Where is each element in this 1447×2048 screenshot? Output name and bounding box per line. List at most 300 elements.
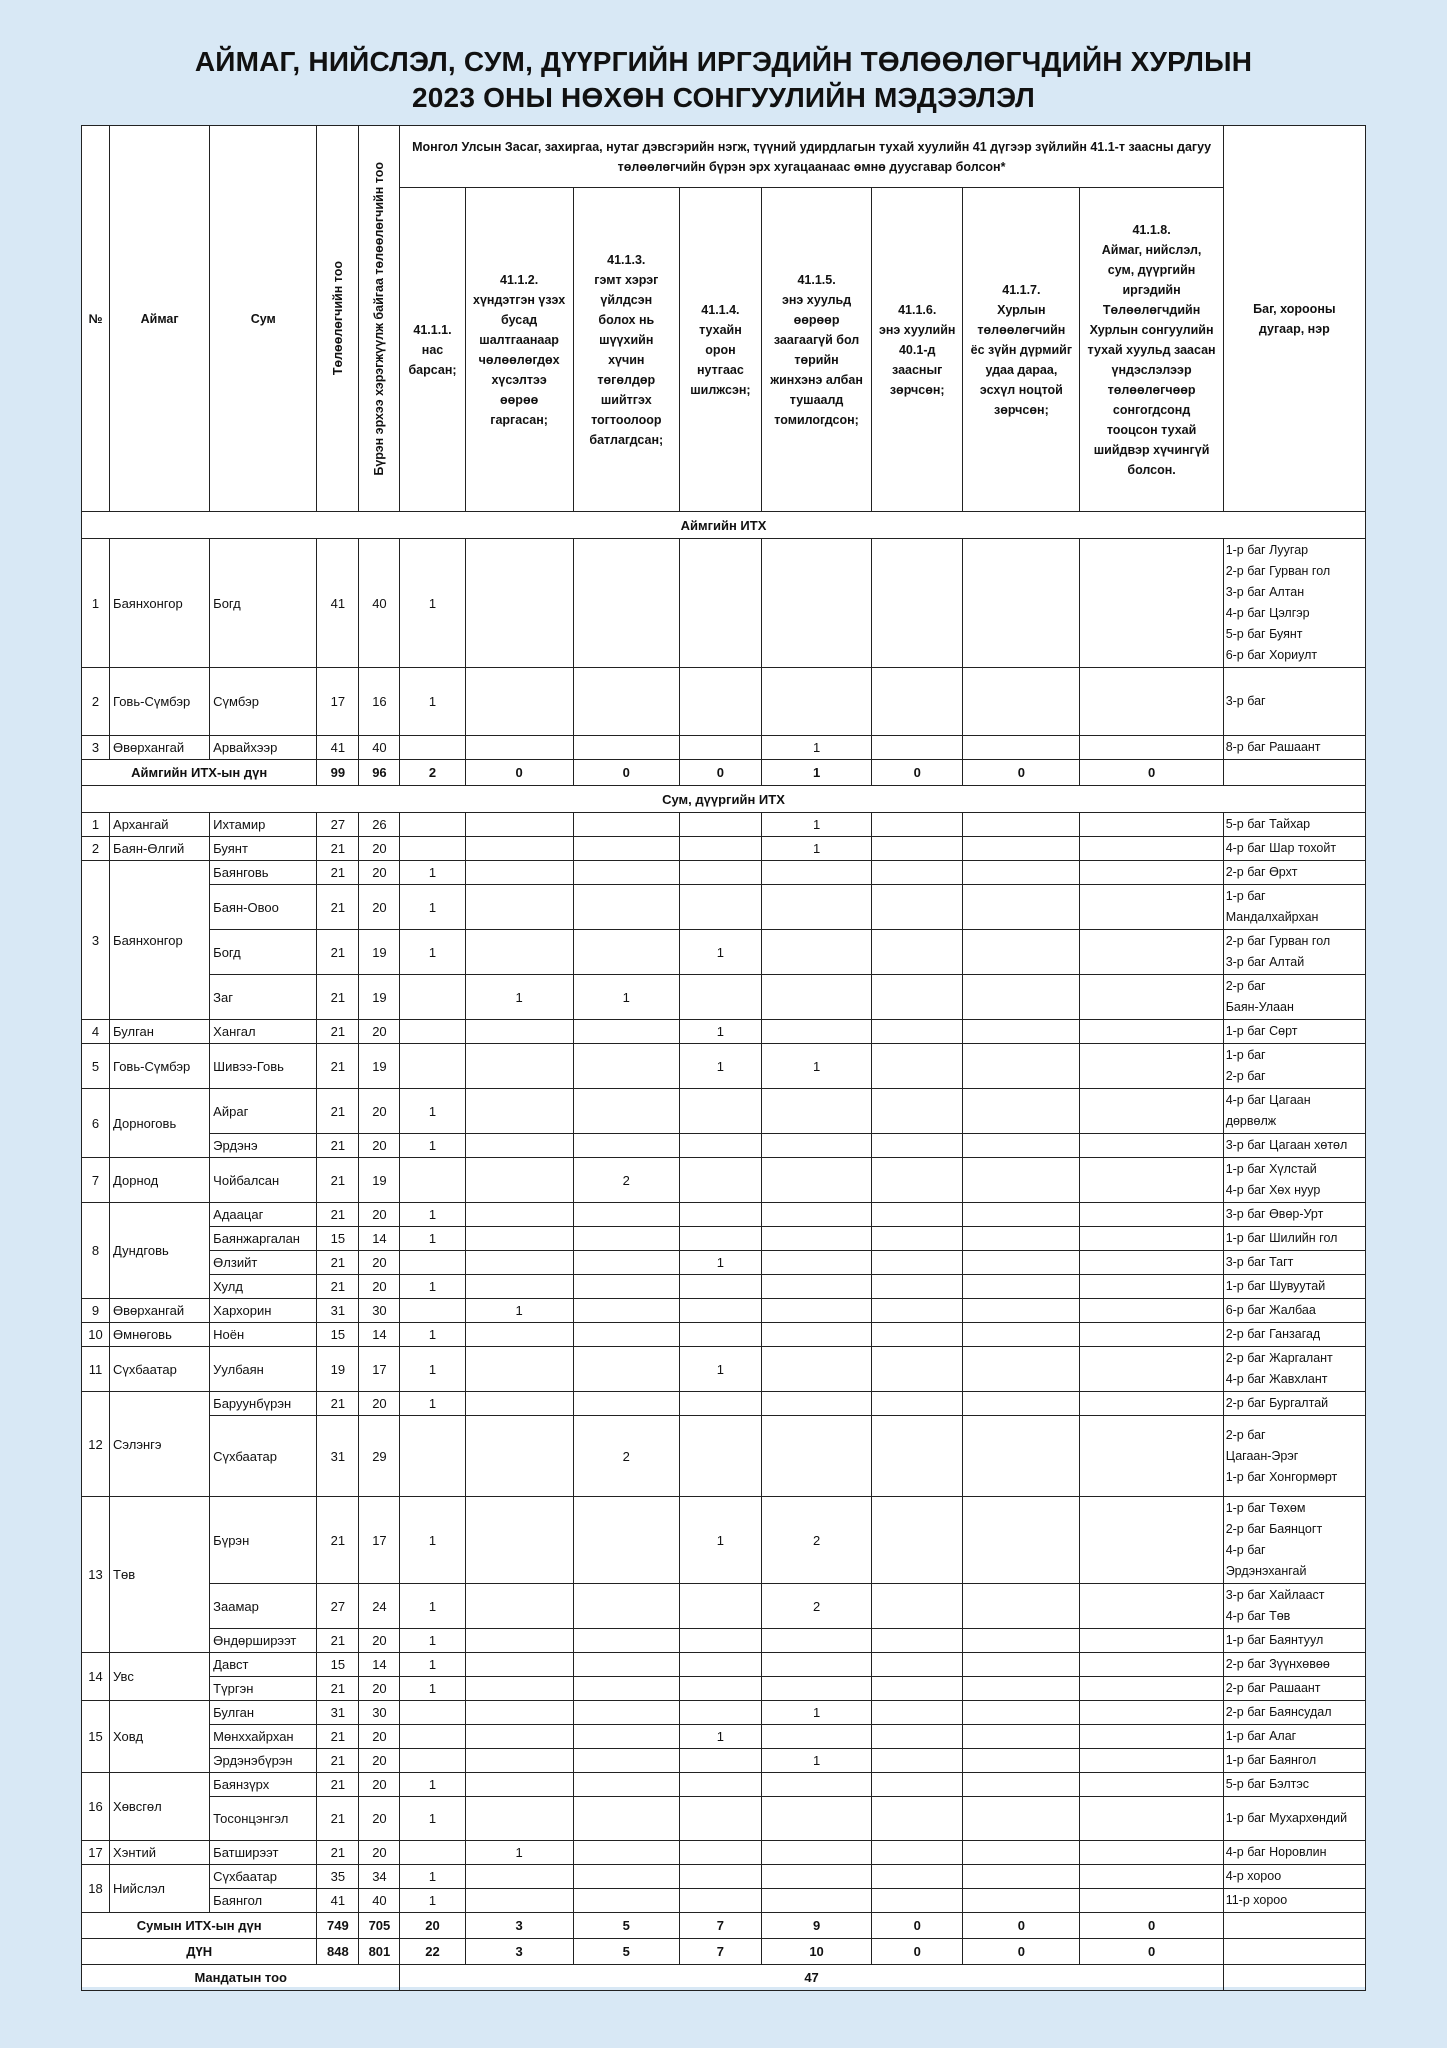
reason-cell-4: 1 — [679, 1020, 761, 1044]
full-delegates-cell: 20 — [359, 1677, 400, 1701]
reason-cell-7 — [963, 1865, 1080, 1889]
reason-cell-8 — [1080, 1497, 1223, 1584]
bag-line: 2-р баг Өрхт — [1225, 865, 1298, 879]
sum-cell: Эрдэнэбүрэн — [210, 1749, 317, 1773]
reason-cell-7 — [963, 1773, 1080, 1797]
bag-line: 2-р баг Гурван гол — [1225, 934, 1331, 948]
bag-line: 3-р баг Тагт — [1225, 1255, 1294, 1269]
reason-cell-1: 1 — [400, 1653, 465, 1677]
reason-cell-3: 5 — [573, 1913, 679, 1939]
full-delegates-cell: 20 — [359, 1203, 400, 1227]
reason-cell-5 — [761, 1797, 871, 1841]
full-delegates-cell: 34 — [359, 1865, 400, 1889]
row-no: 2 — [82, 668, 110, 736]
bag-cell — [1223, 813, 1365, 837]
bag-cell — [1223, 1020, 1365, 1044]
section-row — [82, 512, 1366, 539]
full-delegates-cell: 20 — [359, 1089, 400, 1134]
bag-line: 3-р баг Цагаан хөтөл — [1225, 1138, 1348, 1152]
full-delegates-cell: 705 — [359, 1913, 400, 1939]
delegates-cell: 21 — [317, 1392, 359, 1416]
reason-cell-4 — [679, 1677, 761, 1701]
header-reason-line: төлөөлөгчөөр — [1107, 382, 1196, 397]
table-row — [82, 1323, 1366, 1347]
bag-line: 1-р баг Сөрт — [1225, 1024, 1298, 1038]
row-no: 17 — [82, 1841, 110, 1865]
header-reason-line: жинхэнэ албан — [770, 372, 863, 387]
reason-cell-7 — [963, 1347, 1080, 1392]
delegates-cell: 21 — [317, 1773, 359, 1797]
reason-cell-6 — [872, 1347, 963, 1392]
reason-cell-2 — [465, 885, 573, 930]
reason-cell-3 — [573, 861, 679, 885]
reason-cell-8 — [1080, 1089, 1223, 1134]
bag-cell — [1223, 1416, 1365, 1497]
reason-cell-4 — [679, 885, 761, 930]
header-reason-line: 41.1.8. — [1132, 222, 1171, 237]
bag-cell — [1223, 1497, 1365, 1584]
section-row — [82, 786, 1366, 813]
table-row — [82, 813, 1366, 837]
header-reason-line: сонгогдсонд — [1112, 402, 1191, 417]
bag-line: 1-р баг Хонгормөрт — [1225, 1469, 1338, 1484]
bag-line: Баян-Улаан — [1225, 1000, 1294, 1014]
reason-cell-5 — [761, 1134, 871, 1158]
header-reason-line: хүсэлтээ — [491, 372, 547, 387]
bag-line: 1-р баг Төхөм — [1225, 1501, 1306, 1515]
reason-cell-6 — [872, 1299, 963, 1323]
title-line-2: 2023 ОНЫ НӨХӨН СОНГУУЛИЙН МЭДЭЭЛЭЛ — [412, 82, 1035, 113]
full-delegates-cell: 40 — [359, 1889, 400, 1913]
full-delegates-cell: 20 — [359, 837, 400, 861]
reason-cell-7 — [963, 885, 1080, 930]
bag-line: 1-р баг Мухархөндий — [1225, 1811, 1348, 1825]
header-reason-line: нутгаас — [697, 362, 744, 377]
header-reason-line: барсан; — [408, 362, 457, 377]
bag-cell — [1223, 1347, 1365, 1392]
reason-cell-3 — [573, 1797, 679, 1841]
reason-cell-3 — [573, 1584, 679, 1629]
total-label: Сумын ИТХ-ын дүн — [82, 1913, 317, 1939]
reason-cell-6 — [872, 837, 963, 861]
sum-cell: Сүхбаатар — [210, 1865, 317, 1889]
row-no: 16 — [82, 1773, 110, 1841]
reason-cell-5 — [761, 975, 871, 1020]
reason-cell-8: 0 — [1080, 760, 1223, 786]
table-row — [82, 1773, 1366, 1797]
header-reason-line: өөрөөр — [793, 312, 840, 327]
sum-cell: Булган — [210, 1701, 317, 1725]
reason-cell-5 — [761, 1725, 871, 1749]
bag-line: 6-р баг Хориулт — [1225, 648, 1318, 662]
reason-cell-7 — [963, 539, 1080, 668]
bag-cell — [1223, 1701, 1365, 1725]
reason-cell-8 — [1080, 1392, 1223, 1416]
reason-cell-7 — [963, 1089, 1080, 1134]
reason-cell-4: 1 — [679, 1251, 761, 1275]
row-no: 18 — [82, 1865, 110, 1913]
reason-cell-5 — [761, 1275, 871, 1299]
full-delegates-cell: 20 — [359, 1251, 400, 1275]
aimag-cell: Дорноговь — [110, 1089, 210, 1158]
reason-cell-1: 1 — [400, 1497, 465, 1584]
reason-cell-2 — [465, 1725, 573, 1749]
reason-cell-5 — [761, 668, 871, 736]
reason-cell-7 — [963, 736, 1080, 760]
sum-cell: Хангал — [210, 1020, 317, 1044]
reason-cell-4: 1 — [679, 1725, 761, 1749]
reason-cell-2 — [465, 1629, 573, 1653]
sum-cell: Мөнххайрхан — [210, 1725, 317, 1749]
full-delegates-cell: 29 — [359, 1416, 400, 1497]
bag-cell — [1223, 1841, 1365, 1865]
reason-cell-4 — [679, 1865, 761, 1889]
row-no: 9 — [82, 1299, 110, 1323]
table-row — [82, 1865, 1366, 1889]
reason-cell-6 — [872, 1653, 963, 1677]
header-reason-line: шийдвэр хүчингүй — [1093, 442, 1210, 457]
reason-cell-4 — [679, 1203, 761, 1227]
table-row — [82, 1299, 1366, 1323]
bag-line: 1-р баг Алаг — [1225, 1729, 1297, 1743]
delegates-cell: 99 — [317, 760, 359, 786]
header-reason-3 — [573, 188, 679, 512]
reason-cell-5 — [761, 1677, 871, 1701]
sum-cell: Буянт — [210, 837, 317, 861]
table-row — [82, 837, 1366, 861]
full-delegates-cell: 19 — [359, 1158, 400, 1203]
sum-cell: Давст — [210, 1653, 317, 1677]
reason-cell-2 — [465, 813, 573, 837]
reason-cell-3 — [573, 1299, 679, 1323]
reason-cell-6 — [872, 1134, 963, 1158]
reason-cell-5 — [761, 1629, 871, 1653]
reason-cell-6 — [872, 1629, 963, 1653]
bag-line: 1-р баг Шувуутай — [1225, 1279, 1326, 1293]
reason-cell-4: 1 — [679, 1044, 761, 1089]
bag-line: 3-р баг Алтан — [1225, 585, 1305, 599]
row-no: 7 — [82, 1158, 110, 1203]
header-reason-line: орон — [705, 342, 736, 357]
delegates-cell: 21 — [317, 1203, 359, 1227]
reason-cell-2 — [465, 539, 573, 668]
sum-cell: Сүхбаатар — [210, 1416, 317, 1497]
reason-cell-3 — [573, 1134, 679, 1158]
bag-cell — [1223, 539, 1365, 668]
reason-cell-2 — [465, 736, 573, 760]
table-row — [82, 1797, 1366, 1841]
bag-line: 4-р баг Норовлин — [1225, 1845, 1327, 1859]
bag-cell — [1223, 1089, 1365, 1134]
header-reason-line: үйлдсэн — [600, 292, 653, 307]
reason-cell-3: 2 — [573, 1158, 679, 1203]
full-delegates-cell: 26 — [359, 813, 400, 837]
sum-cell: Заамар — [210, 1584, 317, 1629]
reason-cell-4 — [679, 1797, 761, 1841]
table-row — [82, 1275, 1366, 1299]
reason-cell-6 — [872, 668, 963, 736]
reason-cell-1: 1 — [400, 1227, 465, 1251]
reason-cell-1: 1 — [400, 885, 465, 930]
reason-cell-7 — [963, 1020, 1080, 1044]
reason-cell-3 — [573, 1497, 679, 1584]
reason-cell-2 — [465, 1584, 573, 1629]
reason-cell-8 — [1080, 861, 1223, 885]
reason-cell-5: 1 — [761, 736, 871, 760]
reason-cell-6 — [872, 1158, 963, 1203]
reason-cell-2: 1 — [465, 1841, 573, 1865]
reason-cell-3: 5 — [573, 1939, 679, 1965]
reason-cell-6 — [872, 1865, 963, 1889]
sum-cell: Уулбаян — [210, 1347, 317, 1392]
header-reason-line: өөрөө — [500, 392, 539, 407]
table-row — [82, 1251, 1366, 1275]
reason-cell-3 — [573, 1251, 679, 1275]
header-reason-line: тушаалд — [789, 392, 844, 407]
delegates-cell: 15 — [317, 1227, 359, 1251]
full-delegates-cell: 20 — [359, 1749, 400, 1773]
header-reason-line: 41.1.4. — [701, 302, 740, 317]
bag-line: 2-р баг — [1225, 1427, 1266, 1442]
delegates-cell: 21 — [317, 1677, 359, 1701]
reason-cell-1: 1 — [400, 1889, 465, 1913]
reason-cell-7 — [963, 1653, 1080, 1677]
delegates-cell: 21 — [317, 1251, 359, 1275]
reason-cell-6 — [872, 1392, 963, 1416]
header-reason-line: ёс зүйн дүрмийг — [970, 342, 1073, 357]
sum-cell: Баянгол — [210, 1889, 317, 1913]
bag-cell — [1223, 760, 1365, 786]
reason-cell-4 — [679, 1889, 761, 1913]
reason-cell-7 — [963, 1251, 1080, 1275]
reason-cell-8 — [1080, 1653, 1223, 1677]
reason-cell-7 — [963, 1497, 1080, 1584]
header-reason-2 — [465, 188, 573, 512]
row-no: 10 — [82, 1323, 110, 1347]
reason-cell-1 — [400, 1841, 465, 1865]
delegates-cell: 19 — [317, 1347, 359, 1392]
table-row — [82, 1392, 1366, 1416]
row-no: 3 — [82, 736, 110, 760]
reason-cell-8 — [1080, 1749, 1223, 1773]
aimag-cell: Баян-Өлгий — [110, 837, 210, 861]
reason-cell-8: 0 — [1080, 1939, 1223, 1965]
reason-cell-1: 2 — [400, 760, 465, 786]
full-delegates-cell: 801 — [359, 1939, 400, 1965]
bag-cell — [1223, 930, 1365, 975]
reason-cell-8 — [1080, 885, 1223, 930]
header-reason-line: шүүхийн — [599, 332, 654, 347]
delegates-cell: 21 — [317, 1158, 359, 1203]
sum-cell: Өлзийт — [210, 1251, 317, 1275]
table-row — [82, 1749, 1366, 1773]
reason-cell-4 — [679, 1749, 761, 1773]
reason-cell-1: 1 — [400, 1203, 465, 1227]
reason-cell-1: 22 — [400, 1939, 465, 1965]
reason-cell-1: 1 — [400, 668, 465, 736]
reason-cell-4 — [679, 539, 761, 668]
reason-cell-4 — [679, 1299, 761, 1323]
row-no: 4 — [82, 1020, 110, 1044]
reason-cell-2: 3 — [465, 1913, 573, 1939]
reason-cell-7: 0 — [963, 1913, 1080, 1939]
reason-cell-2 — [465, 1134, 573, 1158]
reason-cell-3 — [573, 930, 679, 975]
reason-cell-2 — [465, 1392, 573, 1416]
bag-cell — [1223, 1939, 1365, 1965]
full-delegates-cell: 96 — [359, 760, 400, 786]
delegates-cell: 21 — [317, 1629, 359, 1653]
header-reason-line: 41.1.3. — [607, 252, 646, 267]
total-label: Аймгийн ИТХ-ын дүн — [82, 760, 317, 786]
full-delegates-cell: 17 — [359, 1497, 400, 1584]
reason-cell-2 — [465, 1227, 573, 1251]
reason-cell-6 — [872, 1227, 963, 1251]
full-delegates-cell: 40 — [359, 539, 400, 668]
aimag-cell: Нийслэл — [110, 1865, 210, 1913]
header-reason-line: Хурлын сонгуулийн — [1089, 322, 1214, 337]
reason-cell-2 — [465, 1158, 573, 1203]
aimag-cell: Ховд — [110, 1701, 210, 1773]
bag-line: 2-р баг Ганзагад — [1225, 1327, 1321, 1341]
header-no: № — [82, 126, 110, 512]
aimag-cell: Сэлэнгэ — [110, 1392, 210, 1497]
bag-cell — [1223, 1749, 1365, 1773]
table-row — [82, 1347, 1366, 1392]
reason-cell-6: 0 — [872, 1939, 963, 1965]
bag-cell — [1223, 837, 1365, 861]
full-delegates-cell: 20 — [359, 885, 400, 930]
header-reason-line: тухай хуульд заасан — [1087, 342, 1216, 357]
full-delegates-cell: 20 — [359, 1841, 400, 1865]
delegates-cell: 21 — [317, 1797, 359, 1841]
bag-line: 3-р баг Өвөр-Урт — [1225, 1207, 1324, 1221]
aimag-total-row — [82, 760, 1366, 786]
bag-line: 2-р баг Бургалтай — [1225, 1396, 1329, 1410]
reason-cell-5: 2 — [761, 1497, 871, 1584]
reason-cell-3 — [573, 1701, 679, 1725]
reason-cell-4 — [679, 1134, 761, 1158]
full-delegates-cell: 16 — [359, 668, 400, 736]
bag-line: 11-р хороо — [1225, 1893, 1288, 1907]
reason-cell-3 — [573, 668, 679, 736]
delegates-cell: 41 — [317, 1889, 359, 1913]
reason-cell-6 — [872, 885, 963, 930]
reason-cell-6 — [872, 1020, 963, 1044]
delegates-cell: 21 — [317, 1841, 359, 1865]
bag-line: 3-р баг — [1225, 694, 1266, 708]
reason-cell-8 — [1080, 1701, 1223, 1725]
reason-cell-4 — [679, 1701, 761, 1725]
reason-cell-7 — [963, 1725, 1080, 1749]
reason-cell-3 — [573, 1773, 679, 1797]
header-reason-line: төрийн — [794, 352, 839, 367]
header-delegates-label: Төлөөлөгчийн тоо — [330, 261, 345, 376]
sum-cell: Баруунбүрэн — [210, 1392, 317, 1416]
bag-cell — [1223, 1251, 1365, 1275]
sum-cell: Тосонцэнгэл — [210, 1797, 317, 1841]
reason-cell-8 — [1080, 1347, 1223, 1392]
reason-cell-3 — [573, 1347, 679, 1392]
header-reason-line: бусад — [501, 312, 538, 327]
sum-cell: Батширээт — [210, 1841, 317, 1865]
reason-cell-2 — [465, 1797, 573, 1841]
header-reason-line: шилжсэн; — [690, 382, 751, 397]
reason-cell-2 — [465, 1044, 573, 1089]
reason-cell-5 — [761, 861, 871, 885]
delegates-cell: 21 — [317, 861, 359, 885]
reason-cell-7 — [963, 1158, 1080, 1203]
reason-cell-6 — [872, 975, 963, 1020]
sum-cell: Баян-Овоо — [210, 885, 317, 930]
reason-cell-2 — [465, 1020, 573, 1044]
delegates-cell: 27 — [317, 813, 359, 837]
delegates-cell: 21 — [317, 1497, 359, 1584]
reason-cell-8 — [1080, 1773, 1223, 1797]
bag-line: 6-р баг Жалбаа — [1225, 1303, 1316, 1317]
reason-cell-7 — [963, 975, 1080, 1020]
header-reason-line: 41.1.2. — [500, 272, 539, 287]
reason-cell-1 — [400, 813, 465, 837]
table-row — [82, 1841, 1366, 1865]
reason-cell-4: 1 — [679, 1347, 761, 1392]
header-reason-line: Хурлын — [997, 302, 1046, 317]
sum-total-row — [82, 1913, 1366, 1939]
bag-cell — [1223, 1203, 1365, 1227]
reason-cell-4: 7 — [679, 1913, 761, 1939]
reason-cell-2 — [465, 1749, 573, 1773]
reason-cell-8 — [1080, 539, 1223, 668]
reason-cell-6 — [872, 736, 963, 760]
bag-line: 4-р баг Шар тохойт — [1225, 841, 1337, 855]
reason-cell-2 — [465, 1275, 573, 1299]
sum-cell: Шивээ-Говь — [210, 1044, 317, 1089]
reason-cell-7 — [963, 1797, 1080, 1841]
reason-cell-3 — [573, 813, 679, 837]
bag-cell — [1223, 1227, 1365, 1251]
reason-cell-4 — [679, 1227, 761, 1251]
reason-cell-8 — [1080, 1020, 1223, 1044]
full-delegates-cell: 20 — [359, 861, 400, 885]
total-label: ДҮН — [82, 1939, 317, 1965]
reason-cell-1: 1 — [400, 861, 465, 885]
reason-cell-1: 1 — [400, 539, 465, 668]
header-reason-line: энэ хуулийн — [878, 322, 956, 337]
header-reason-line: 41.1.5. — [797, 272, 836, 287]
reason-cell-2: 0 — [465, 760, 573, 786]
by-election-table — [81, 125, 1366, 1991]
header-reason-5 — [761, 188, 871, 512]
mandate-row — [82, 1965, 1366, 1991]
full-delegates-cell: 20 — [359, 1392, 400, 1416]
reason-cell-2 — [465, 1347, 573, 1392]
full-delegates-cell: 20 — [359, 1725, 400, 1749]
reason-cell-8 — [1080, 1299, 1223, 1323]
reason-cell-7 — [963, 1299, 1080, 1323]
reason-cell-2 — [465, 668, 573, 736]
row-no: 1 — [82, 813, 110, 837]
reason-cell-1 — [400, 975, 465, 1020]
mandate-label: Мандатын тоо — [82, 1965, 400, 1991]
delegates-cell: 21 — [317, 1725, 359, 1749]
table-row — [82, 668, 1366, 736]
header-reason-line: гэмт хэрэг — [594, 272, 659, 287]
row-no: 2 — [82, 837, 110, 861]
reason-cell-5 — [761, 1251, 871, 1275]
sum-cell: Богд — [210, 930, 317, 975]
reason-cell-7: 0 — [963, 1939, 1080, 1965]
reason-cell-6 — [872, 1251, 963, 1275]
